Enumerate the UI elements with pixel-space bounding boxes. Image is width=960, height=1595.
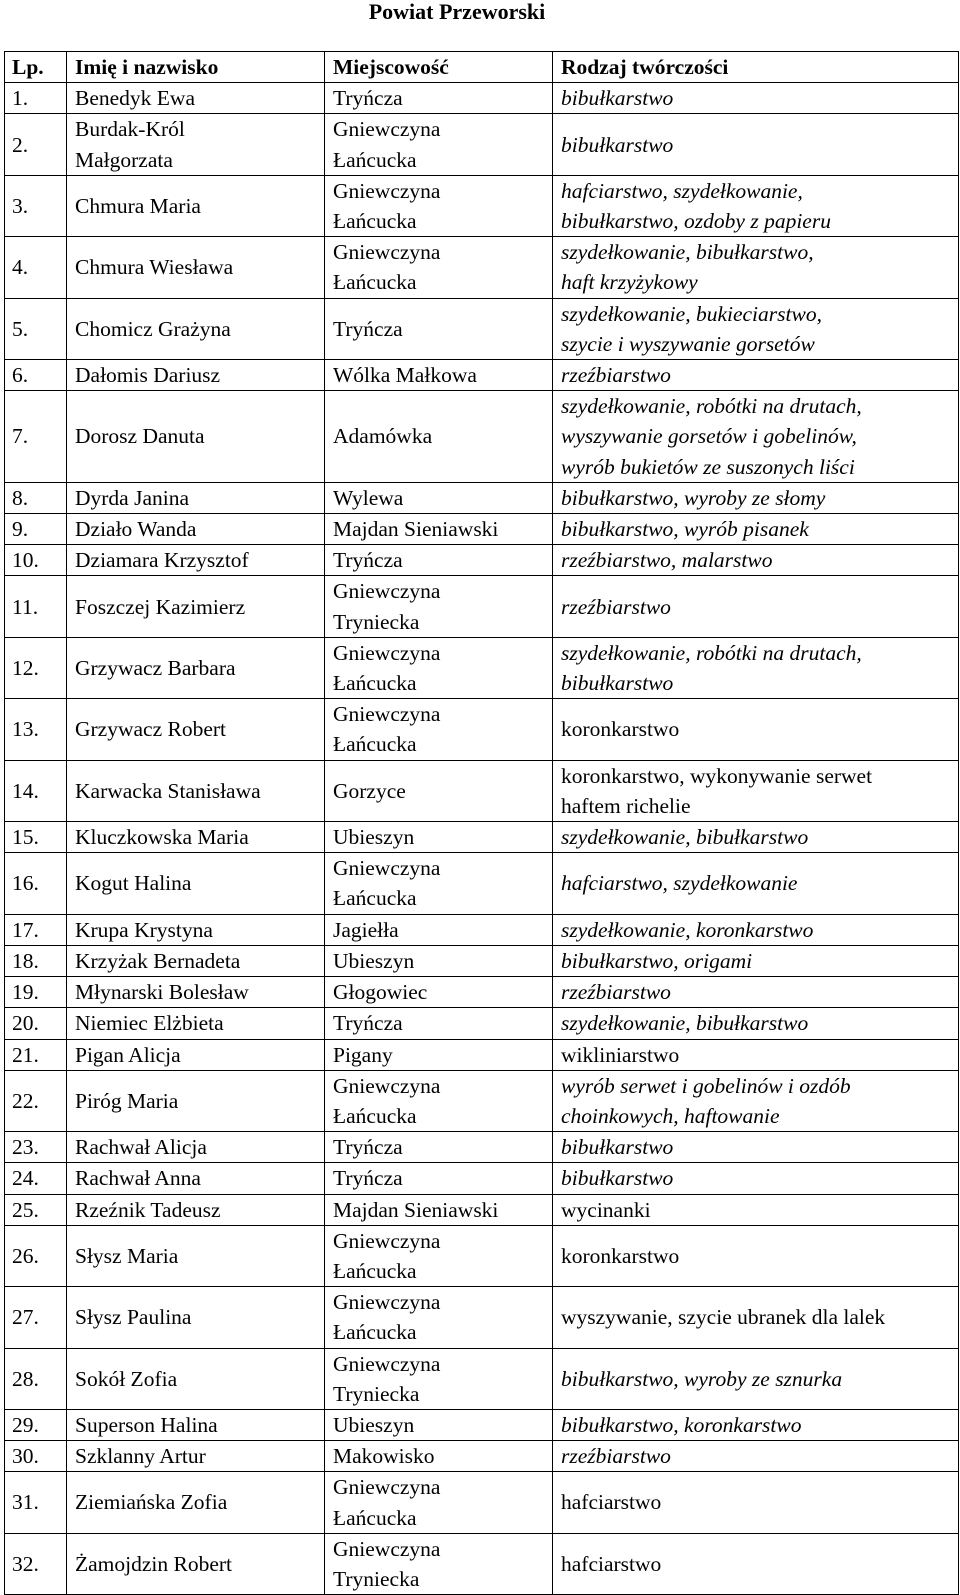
table-row bbox=[5, 576, 959, 637]
cell-name: Rachwał Anna bbox=[67, 1163, 325, 1194]
cell-place: Gniewczyna Łańcucka bbox=[325, 1225, 553, 1286]
cell-kind: bibułkarstwo, koronkarstwo bbox=[553, 1409, 959, 1440]
cell-name: Grzywacz Robert bbox=[67, 699, 325, 760]
cell-lp: 1. bbox=[5, 83, 67, 114]
cell-name: Rachwał Alicja bbox=[67, 1132, 325, 1163]
cell-name: Dorosz Danuta bbox=[67, 391, 325, 483]
cell-place: Głogowiec bbox=[325, 977, 553, 1008]
cell-lp: 21. bbox=[5, 1039, 67, 1070]
cell-name: Chmura Maria bbox=[67, 175, 325, 236]
cell-lp: 17. bbox=[5, 914, 67, 945]
table-row bbox=[5, 114, 959, 175]
header-kind: Rodzaj twórczości bbox=[553, 52, 959, 83]
page-title: Powiat Przeworski bbox=[368, 0, 546, 24]
table-row bbox=[5, 945, 959, 976]
cell-lp: 16. bbox=[5, 853, 67, 914]
table-row bbox=[5, 822, 959, 853]
cell-place: Majdan Sieniawski bbox=[325, 1194, 553, 1225]
cell-lp: 14. bbox=[5, 760, 67, 821]
table-row bbox=[5, 1348, 959, 1409]
table-row bbox=[5, 360, 959, 391]
cell-place: Gniewczyna Łańcucka bbox=[325, 1287, 553, 1348]
cell-lp: 30. bbox=[5, 1441, 67, 1472]
cell-name: Kluczkowska Maria bbox=[67, 822, 325, 853]
cell-lp: 25. bbox=[5, 1194, 67, 1225]
cell-lp: 9. bbox=[5, 514, 67, 545]
cell-place: Tryńcza bbox=[325, 1163, 553, 1194]
cell-name: Piróg Maria bbox=[67, 1070, 325, 1131]
cell-name: Burdak-Król Małgorzata bbox=[67, 114, 325, 175]
cell-place: Gniewczyna Tryniecka bbox=[325, 1348, 553, 1409]
table-row bbox=[5, 1409, 959, 1440]
cell-place: Tryńcza bbox=[325, 545, 553, 576]
cell-place: Makowisko bbox=[325, 1441, 553, 1472]
cell-place: Tryńcza bbox=[325, 298, 553, 359]
table-row bbox=[5, 977, 959, 1008]
cell-lp: 20. bbox=[5, 1008, 67, 1039]
table-row bbox=[5, 545, 959, 576]
cell-name: Niemiec Elżbieta bbox=[67, 1008, 325, 1039]
cell-kind: szydełkowanie, bibułkarstwo bbox=[553, 822, 959, 853]
table-row bbox=[5, 1225, 959, 1286]
cell-name: Ziemiańska Zofia bbox=[67, 1472, 325, 1533]
cell-place: Tryńcza bbox=[325, 1132, 553, 1163]
cell-kind: hafciarstwo, szydełkowanie, bibułkarstwo, ozdoby z papieru bbox=[553, 175, 959, 236]
table-row bbox=[5, 391, 959, 483]
cell-place: Ubieszyn bbox=[325, 945, 553, 976]
cell-kind: bibułkarstwo bbox=[553, 1163, 959, 1194]
cell-lp: 2. bbox=[5, 114, 67, 175]
cell-lp: 13. bbox=[5, 699, 67, 760]
cell-place: Gniewczyna Łańcucka bbox=[325, 175, 553, 236]
cell-lp: 12. bbox=[5, 637, 67, 698]
table-row bbox=[5, 237, 959, 298]
cell-place: Pigany bbox=[325, 1039, 553, 1070]
table-row bbox=[5, 1070, 959, 1131]
cell-kind: hafciarstwo bbox=[553, 1472, 959, 1533]
cell-name: Dałomis Dariusz bbox=[67, 360, 325, 391]
table-row bbox=[5, 83, 959, 114]
table-row bbox=[5, 637, 959, 698]
cell-lp: 28. bbox=[5, 1348, 67, 1409]
table-row bbox=[5, 1039, 959, 1070]
cell-kind: szydełkowanie, bibułkarstwo bbox=[553, 1008, 959, 1039]
cell-place: Gniewczyna Łańcucka bbox=[325, 853, 553, 914]
cell-place: Wólka Małkowa bbox=[325, 360, 553, 391]
cell-kind: szydełkowanie, robótki na drutach, bibułkarstwo bbox=[553, 637, 959, 698]
cell-name: Pigan Alicja bbox=[67, 1039, 325, 1070]
cell-name: Superson Halina bbox=[67, 1409, 325, 1440]
cell-kind: bibułkarstwo, origami bbox=[553, 945, 959, 976]
cell-kind: koronkarstwo bbox=[553, 1225, 959, 1286]
cell-kind: rzeźbiarstwo bbox=[553, 360, 959, 391]
table-row bbox=[5, 298, 959, 359]
cell-lp: 29. bbox=[5, 1409, 67, 1440]
cell-name: Działo Wanda bbox=[67, 514, 325, 545]
cell-kind: bibułkarstwo, wyroby ze słomy bbox=[553, 482, 959, 513]
cell-kind: hafciarstwo bbox=[553, 1533, 959, 1594]
cell-lp: 22. bbox=[5, 1070, 67, 1131]
cell-kind: bibułkarstwo bbox=[553, 1132, 959, 1163]
cell-place: Gniewczyna Łańcucka bbox=[325, 237, 553, 298]
cell-name: Rzeźnik Tadeusz bbox=[67, 1194, 325, 1225]
cell-place: Ubieszyn bbox=[325, 822, 553, 853]
cell-place: Adamówka bbox=[325, 391, 553, 483]
cell-lp: 18. bbox=[5, 945, 67, 976]
cell-place: Tryńcza bbox=[325, 1008, 553, 1039]
cell-name: Benedyk Ewa bbox=[67, 83, 325, 114]
table-row bbox=[5, 1287, 959, 1348]
cell-lp: 31. bbox=[5, 1472, 67, 1533]
cell-place: Gniewczyna Tryniecka bbox=[325, 576, 553, 637]
cell-place: Gniewczyna Łańcucka bbox=[325, 114, 553, 175]
cell-kind: rzeźbiarstwo, malarstwo bbox=[553, 545, 959, 576]
table-row bbox=[5, 914, 959, 945]
cell-lp: 23. bbox=[5, 1132, 67, 1163]
cell-kind: wycinanki bbox=[553, 1194, 959, 1225]
cell-kind: bibułkarstwo, wyrób pisanek bbox=[553, 514, 959, 545]
table-row bbox=[5, 482, 959, 513]
cell-name: Młynarski Bolesław bbox=[67, 977, 325, 1008]
cell-lp: 10. bbox=[5, 545, 67, 576]
cell-place: Wylewa bbox=[325, 482, 553, 513]
cell-kind: rzeźbiarstwo bbox=[553, 1441, 959, 1472]
cell-kind: wikliniarstwo bbox=[553, 1039, 959, 1070]
cell-kind: wyrób serwet i gobelinów i ozdób choinkowych, haftowanie bbox=[553, 1070, 959, 1131]
cell-kind: bibułkarstwo, wyroby ze sznurka bbox=[553, 1348, 959, 1409]
artists-table bbox=[4, 51, 959, 1595]
cell-kind: koronkarstwo bbox=[553, 699, 959, 760]
cell-kind: hafciarstwo, szydełkowanie bbox=[553, 853, 959, 914]
cell-place: Gniewczyna Łańcucka bbox=[325, 1070, 553, 1131]
cell-place: Jagiełła bbox=[325, 914, 553, 945]
cell-name: Dyrda Janina bbox=[67, 482, 325, 513]
cell-kind: szydełkowanie, koronkarstwo bbox=[553, 914, 959, 945]
cell-lp: 27. bbox=[5, 1287, 67, 1348]
cell-name: Żamojdzin Robert bbox=[67, 1533, 325, 1594]
cell-kind: bibułkarstwo bbox=[553, 83, 959, 114]
table-row bbox=[5, 514, 959, 545]
table-row bbox=[5, 1008, 959, 1039]
cell-lp: 19. bbox=[5, 977, 67, 1008]
cell-name: Krzyżak Bernadeta bbox=[67, 945, 325, 976]
cell-kind: szydełkowanie, bukieciarstwo, szycie i wyszywanie gorsetów bbox=[553, 298, 959, 359]
cell-place: Gniewczyna Łańcucka bbox=[325, 699, 553, 760]
cell-name: Chomicz Grażyna bbox=[67, 298, 325, 359]
cell-place: Tryńcza bbox=[325, 83, 553, 114]
header-lp: Lp. bbox=[5, 52, 67, 83]
cell-name: Słysz Paulina bbox=[67, 1287, 325, 1348]
cell-kind: szydełkowanie, robótki na drutach, wyszywanie gorsetów i gobelinów, wyrób bukietów ze suszonych liści bbox=[553, 391, 959, 483]
cell-lp: 3. bbox=[5, 175, 67, 236]
cell-name: Grzywacz Barbara bbox=[67, 637, 325, 698]
cell-lp: 4. bbox=[5, 237, 67, 298]
cell-name: Słysz Maria bbox=[67, 1225, 325, 1286]
cell-place: Ubieszyn bbox=[325, 1409, 553, 1440]
table-row bbox=[5, 1441, 959, 1472]
cell-lp: 26. bbox=[5, 1225, 67, 1286]
cell-name: Kogut Halina bbox=[67, 853, 325, 914]
table-row bbox=[5, 760, 959, 821]
table-row bbox=[5, 1132, 959, 1163]
cell-place: Majdan Sieniawski bbox=[325, 514, 553, 545]
header-name: Imię i nazwisko bbox=[67, 52, 325, 83]
cell-lp: 5. bbox=[5, 298, 67, 359]
cell-name: Szklanny Artur bbox=[67, 1441, 325, 1472]
cell-kind: koronkarstwo, wykonywanie serwet haftem richelie bbox=[553, 760, 959, 821]
cell-place: Gniewczyna Łańcucka bbox=[325, 1472, 553, 1533]
cell-lp: 6. bbox=[5, 360, 67, 391]
cell-kind: wyszywanie, szycie ubranek dla lalek bbox=[553, 1287, 959, 1348]
table-row bbox=[5, 1533, 959, 1594]
table-row bbox=[5, 1163, 959, 1194]
cell-kind: rzeźbiarstwo bbox=[553, 576, 959, 637]
table-row bbox=[5, 1472, 959, 1533]
cell-name: Chmura Wiesława bbox=[67, 237, 325, 298]
cell-name: Foszczej Kazimierz bbox=[67, 576, 325, 637]
cell-kind: szydełkowanie, bibułkarstwo, haft krzyżykowy bbox=[553, 237, 959, 298]
cell-name: Dziamara Krzysztof bbox=[67, 545, 325, 576]
cell-kind: bibułkarstwo bbox=[553, 114, 959, 175]
table-row bbox=[5, 1194, 959, 1225]
cell-place: Gorzyce bbox=[325, 760, 553, 821]
cell-place: Gniewczyna Łańcucka bbox=[325, 637, 553, 698]
cell-place: Gniewczyna Tryniecka bbox=[325, 1533, 553, 1594]
table-header-row bbox=[5, 52, 959, 83]
cell-kind: rzeźbiarstwo bbox=[553, 977, 959, 1008]
cell-lp: 15. bbox=[5, 822, 67, 853]
cell-lp: 32. bbox=[5, 1533, 67, 1594]
cell-lp: 8. bbox=[5, 482, 67, 513]
cell-lp: 7. bbox=[5, 391, 67, 483]
table-row bbox=[5, 699, 959, 760]
cell-lp: 11. bbox=[5, 576, 67, 637]
header-place: Miejscowość bbox=[325, 52, 553, 83]
table-row bbox=[5, 853, 959, 914]
cell-name: Karwacka Stanisława bbox=[67, 760, 325, 821]
cell-lp: 24. bbox=[5, 1163, 67, 1194]
table-row bbox=[5, 175, 959, 236]
cell-name: Krupa Krystyna bbox=[67, 914, 325, 945]
cell-name: Sokół Zofia bbox=[67, 1348, 325, 1409]
